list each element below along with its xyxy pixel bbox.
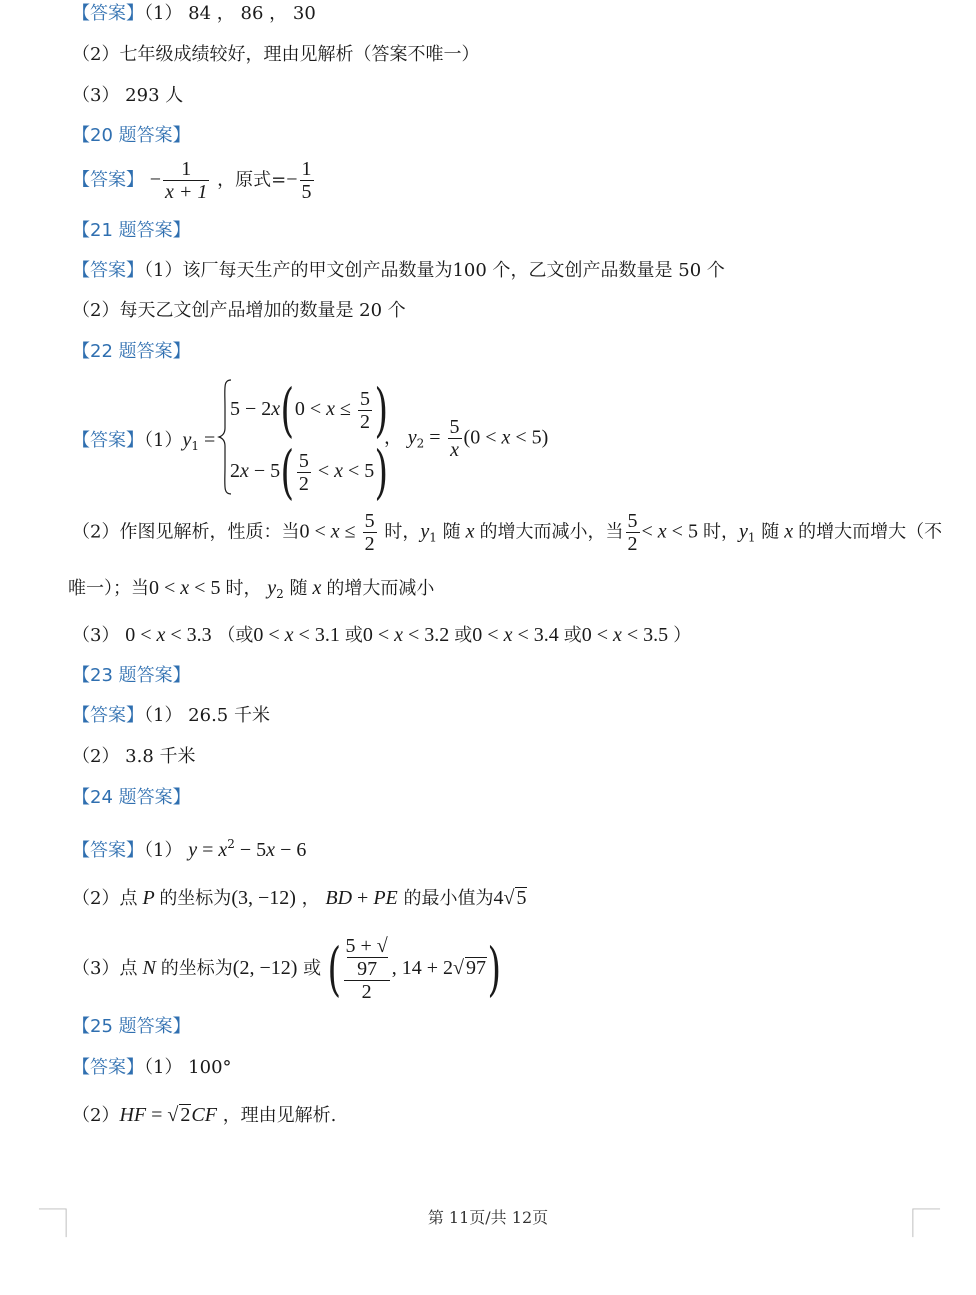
answer-tag: 【答案】 xyxy=(72,430,144,451)
answer-25-part1: 【答案】（1） 100° xyxy=(72,1057,232,1078)
answer-23-part1: 【答案】（1） 26.5 千米 xyxy=(72,705,270,726)
heading-q21: 【21 题答案】 xyxy=(72,220,191,241)
heading-q22: 【22 题答案】 xyxy=(72,341,191,362)
answer-24-part3: （3）点 N 的坐标为(2, −12) 或 ( 5 + √ 97 2 , 14 + 2√ 97) xyxy=(72,935,502,1003)
answer-23-part2: （2） 3.8 千米 xyxy=(72,746,196,767)
answer-text: ，原式= xyxy=(217,169,287,191)
fraction: $\frac{1}{x + 1}$ xyxy=(165,158,208,203)
answer-19-part1 xyxy=(72,1,316,27)
answer-text: （1）该厂每天生产的甲文创产品数量为100 个，乙文创产品数量是 50 个 xyxy=(144,260,725,281)
page-footer: 第 11页/共 12页 xyxy=(427,1208,549,1227)
answer-20: 【答案】 − $\frac{1}{x + 1}$ ，原式=− $\frac{1}{5}$ xyxy=(72,158,312,203)
heading-q20: 【20 题答案】 xyxy=(72,125,191,146)
answer-tag: 【答案】 xyxy=(72,705,144,726)
answer-tag: 【答案】 xyxy=(72,3,144,24)
answer-22-part3: （3） 0 < x < 3.3 （或0 < x < 3.1 或0 < x < 3.2 或0 < x < 3.4 或0 < x < 3.5 ） xyxy=(72,624,692,646)
answer-22-part2: （2）作图见解析，性质：当0 < x ≤ $\frac{5}{2}$ 时，$y_1$ 随 x 的增大而减小，当 $\frac{5}{2}$ < x < 5 时，$y_1$ 随 x 的增大而增大（不 xyxy=(72,510,943,555)
answer-tag: 【答案】 xyxy=(72,840,144,861)
answer-21-part2: （2）每天乙文创产品增加的数量是 20 个 xyxy=(72,300,406,321)
answer-22-part2-cont: 唯一）；当0 < x < 5 时， $y_2$ 随 x 的增大而减小 xyxy=(68,577,435,601)
answer-19-part2: （2）七年级成绩较好，理由见解析（答案不唯一） xyxy=(72,44,480,65)
answer-tag: 【答案】 xyxy=(72,260,144,281)
heading-q24: 【24 题答案】 xyxy=(72,787,191,808)
answer-text: （1） 84 ， 86 ， 30 xyxy=(144,3,316,24)
heading-q23: 【23 题答案】 xyxy=(72,665,191,686)
piecewise-case-2: 2x − 5( $\frac{5}{2}$ < x < 5) xyxy=(230,438,389,506)
y2-expression: ， $y_2$ = $\frac{5}{x}$ (0 < x < 5) xyxy=(384,416,549,461)
heading-q25: 【25 题答案】 xyxy=(72,1016,191,1037)
piecewise-case-1: 5 − 2x(0 < x ≤ $\frac{5}{2}$ ) xyxy=(230,376,389,444)
answer-25-part2: （2）HF = √ 2CF ，理由见解析. xyxy=(72,1104,337,1126)
answer-24-part2: （2）点 P 的坐标为(3, −12) ， BD + PE 的最小值为4√ 5 xyxy=(72,887,527,909)
answer-21-part1 xyxy=(72,258,725,284)
answer-tag: 【答案】 xyxy=(72,169,144,191)
answer-19-part3: （3） 293 人 xyxy=(72,85,184,106)
document-page: 【答案】（1） 84 ， 86 ， 30 （2）七年级成绩较好，理由见解析（答案不唯一） （3） 293 人 【20 题答案】 【答案】 − $\frac{1}{x + 1}$ ，原式=− $\frac{1}{5}$ 【21 题答案】 【答案】（1）该厂每天生产的甲文创产品数量为100 个，乙文创产品数量是 50 个 （2）每天乙文创产品增加的数量是 20 个 【22 题答案】 【答案】$(1)y_1$ = 5 − 2x(0 < x ≤ $\frac{5}{2}$ ) 2x − 5( $\frac{5}{2}$ < x < 5) ， $y_2$ = $\frac{5}{x}$ (0 < x < 5) （2）作图见解析，性质：当0 < x ≤ $\frac{5}{2}$ 时，$y_1$ 随 x 的增大而减小，当 $\frac{5}{2}$ < x < 5 时，$y_1$ 随 x 的增大而增大（不 唯一）；当0 < x < 5 时， $y_2$ 随 x 的增大而减小 （3） 0 < x < 3.3 （或0 < x < 3.1 或0 < x < 3.2 或0 < x < 3.4 或0 < x < 3.5 ） 【23 题答案】 【答案】（1） 26.5 千米 （2） 3.8 千米 【24 题答案】 【答案】（1） $y = x^2 - 5x - 6$ （2）点 P 的坐标为(3, −12) ， BD + PE 的最小值为4√ 5 （3）点 N 的坐标为(2, −12) 或 ( 5 + √ 97 2 , 14 + 2√ 97) 【25 题答案】 【答案】（1） 100° （2）HF = √ 2CF ，理由见解析. 第 11页/共 12页 xyxy=(0,0,976,1295)
answer-tag: 【答案】 xyxy=(72,1057,144,1078)
answer-24-part1: 【答案】（1） $y = x^2 - 5x - 6$ xyxy=(72,837,307,861)
